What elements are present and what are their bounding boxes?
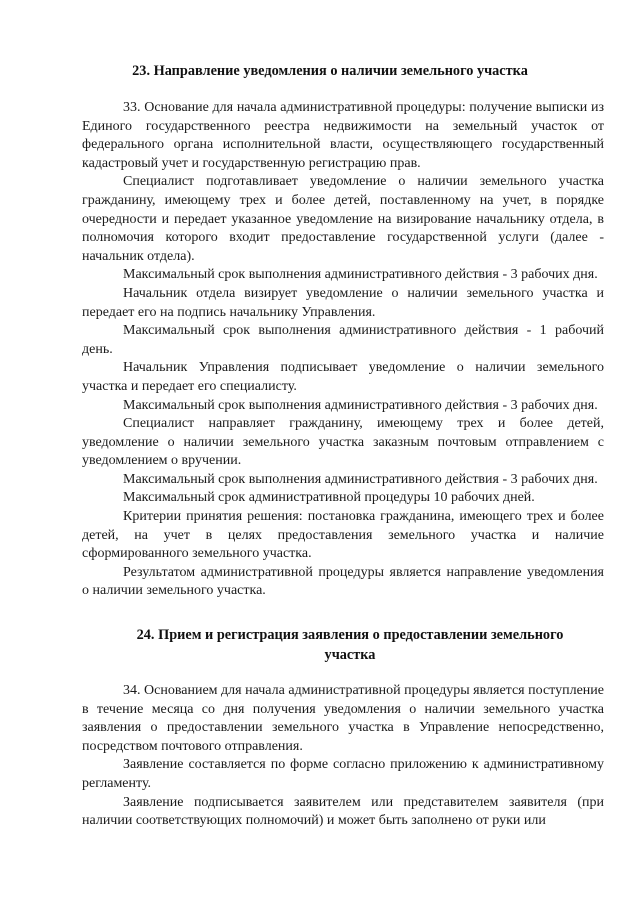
- section-23-body: [82, 99, 604, 601]
- section-24-heading-line-1: 24. Прием и регистрация заявления о предоставлении земельного: [136, 627, 564, 643]
- section-24-body: [82, 682, 604, 831]
- paragraph: Максимальный срок выполнения административного действия - 3 рабочих дня.: [123, 471, 598, 487]
- paragraph: 33. Основание для начала административной процедуры: получение выписки из Единого государственного реестра недвижимости на земельный участок от федерального органа исполнительной власти, осуществляющего государственный кадастровый учет и государственную регистрацию прав.: [82, 100, 604, 171]
- paragraph: Максимальный срок выполнения административного действия - 3 рабочих дня.: [123, 267, 598, 283]
- paragraph: Максимальный срок административной процедуры 10 рабочих дней.: [123, 490, 535, 506]
- paragraph: Результатом административной процедуры является направление уведомления о наличии земельного участка.: [82, 564, 604, 599]
- paragraph: Заявление подписывается заявителем или представителем заявителя (при наличии соответствующих полномочий) и может быть заполнено от руки или: [82, 794, 604, 829]
- paragraph: Заявление составляется по форме согласно приложению к административному регламенту.: [82, 757, 604, 791]
- section-24-heading: [110, 625, 590, 665]
- paragraph: Максимальный срок выполнения административного действия - 3 рабочих дня.: [123, 397, 598, 413]
- paragraph: Специалист направляет гражданину, имеющему трех и более детей, уведомление о наличии земельного участка заказным почтовым отправлением с уведомлением о вручении.: [82, 416, 604, 469]
- paragraph: Начальник Управления подписывает уведомление о наличии земельного участка и передает его специалисту.: [82, 360, 604, 394]
- paragraph: Критерии принятия решения: постановка гражданина, имеющего трех и более детей, на учет в целях предоставления земельного участка и наличие сформированного земельного участка.: [82, 509, 604, 562]
- section-23-heading: 23. Направление уведомления о наличии земельного участка: [132, 63, 528, 79]
- section-24-heading-line-2: участка: [324, 647, 376, 663]
- paragraph: Начальник отдела визирует уведомление о наличии земельного участка и передает его на подпись начальнику Управления.: [82, 285, 604, 320]
- paragraph: Специалист подготавливает уведомление о наличии земельного участка гражданину, имеющему трех и более детей, поставленному на учет, в порядке очередности и передает указанное уведомление на визирование начальнику отдела, в полномочия которого входит предоставление государственной услуги (далее - начальник отдела).: [82, 174, 604, 264]
- paragraph: 34. Основанием для начала административной процедуры является поступление в течение месяца со дня получения уведомления о наличии земельного участка заявления о предоставлении земельного участка в Управление непосредственно, посредством почтового отправления.: [82, 683, 604, 754]
- paragraph: Максимальный срок выполнения административного действия - 1 рабочий день.: [82, 323, 604, 357]
